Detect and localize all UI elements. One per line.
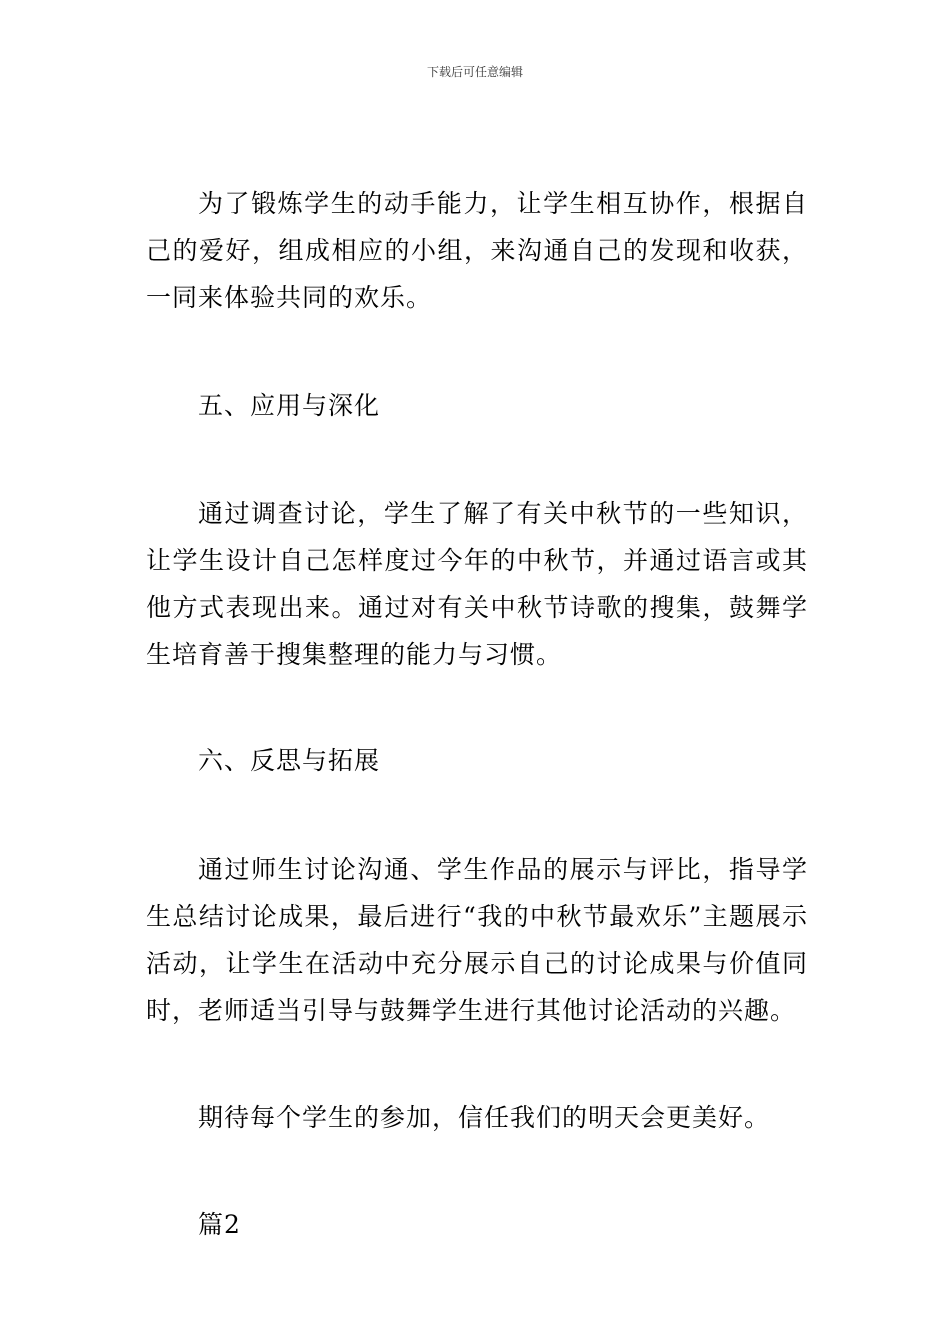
article-heading: 篇2	[198, 1210, 241, 1239]
section-heading-reflection: 六、反思与拓展	[198, 746, 381, 775]
paragraph-discussion: 通过师生讨论沟通、学生作品的展示与评比，指导学生总结讨论成果，最后进行“我的中秋节最欢乐”主题展示活动，让学生在活动中充分展示自己的讨论成果与价值同时，老师适当引导与鼓舞学生进行其他讨论活动的兴趣。	[146, 855, 808, 1025]
section-heading-application: 五、应用与深化	[198, 391, 381, 420]
paragraph-investigation: 通过调查讨论，学生了解了有关中秋节的一些知识，让学生设计自己怎样度过今年的中秋节，并通过语言或其他方式表现出来。通过对有关中秋节诗歌的搜集，鼓舞学生培育善于搜集整理的能力与习惯。	[146, 499, 808, 669]
page-header: 下载后可任意编辑	[426, 65, 523, 79]
paragraph-closing: 期待每个学生的参加，信任我们的明天会更美好。	[198, 1103, 771, 1132]
document-body	[146, 180, 808, 1248]
paragraph-collaboration: 为了锻炼学生的动手能力，让学生相互协作，根据自己的爱好，组成相应的小组，来沟通自己的发现和收获，一同来体验共同的欢乐。	[146, 189, 808, 312]
